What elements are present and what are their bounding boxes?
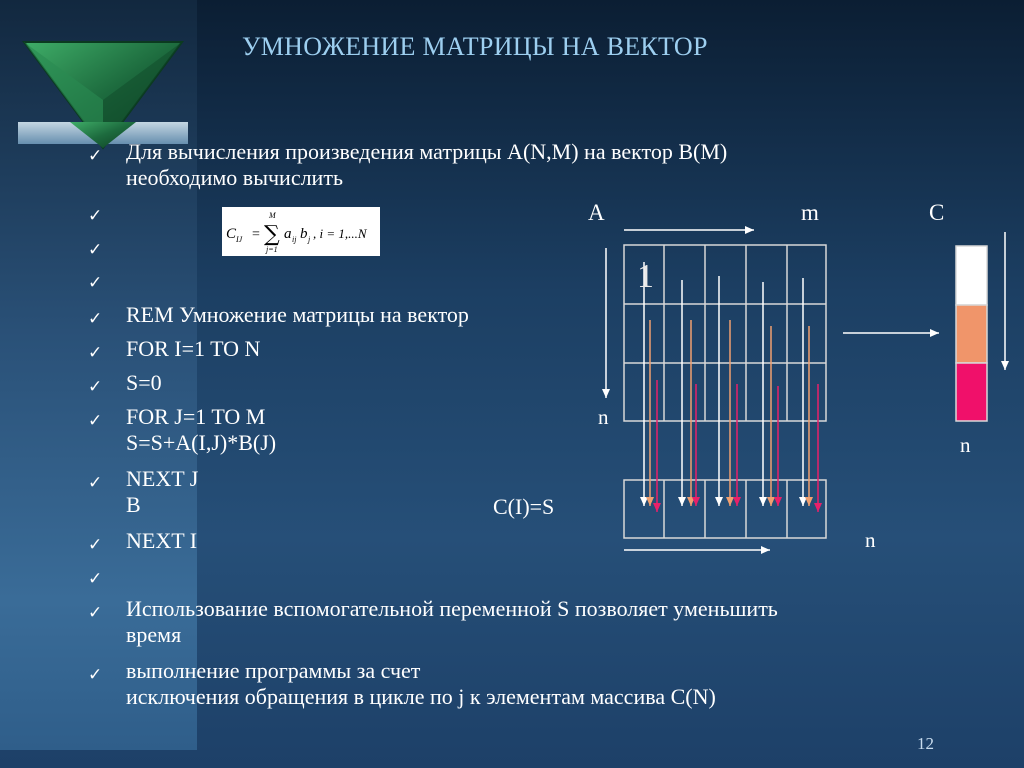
pink-column-arrows	[657, 380, 818, 512]
orange-column-arrows	[650, 320, 809, 506]
bullet-icon: ✓	[88, 206, 103, 226]
bullet-text-s0: S=0	[126, 370, 162, 395]
bullet-text-for-i: FOR I=1 TO N	[126, 336, 261, 361]
bullet-text-rem: REM Умножение матрицы на вектор	[126, 302, 469, 327]
bullet-text-next-i: NEXT I	[126, 528, 198, 553]
bullet-line: FOR J=1 TO M	[126, 404, 266, 429]
label-matrix-a: A	[588, 200, 605, 225]
formula-lhs-sub: IJ	[236, 235, 243, 244]
label-n-vector-b: n	[865, 528, 876, 552]
formula-lhs: C	[226, 226, 237, 242]
sigma-icon: ∑	[264, 222, 280, 247]
bullet-icon: ✓	[88, 535, 103, 555]
bullet-line: Для вычисления произведения матрицы A(N,M) на вектор B(M)	[126, 139, 728, 164]
bullet-line: исключения обращения в цикле по j к элементам массива C(N)	[126, 684, 716, 709]
bullet-icon: ✓	[88, 309, 103, 329]
page-number: 12	[917, 734, 934, 753]
label-m: m	[801, 200, 819, 225]
label-ci-equals-s: C(I)=S	[493, 494, 555, 519]
bullet-icon: ✓	[88, 473, 103, 493]
vector-c	[956, 246, 987, 421]
label-n-matrix: n	[598, 405, 609, 429]
bullet-icon: ✓	[88, 146, 103, 166]
bullet-icon: ✓	[88, 603, 103, 623]
bullet-line: S=S+A(I,J)*B(J)	[126, 430, 277, 455]
formula-rest: , i = 1,...N	[313, 226, 367, 241]
formula-term-a: a	[284, 226, 292, 242]
bullet-icon: ✓	[88, 665, 103, 685]
formula-sum-bottom: j=1	[266, 245, 278, 254]
formula-term-b: b	[300, 226, 308, 242]
slide-title: УМНОЖЕНИЕ МАТРИЦЫ НА ВЕКТОР	[242, 32, 708, 61]
bullet-icon: ✓	[88, 569, 103, 589]
vector-b-grid	[624, 480, 826, 538]
label-vector-c: C	[929, 200, 945, 225]
bullet-icon: ✓	[88, 343, 103, 363]
bullet-line: NEXT J	[126, 466, 199, 491]
formula-term-a-sub: ij	[292, 235, 297, 244]
label-one: 1	[637, 258, 654, 295]
formula-term-b-sub: j	[308, 235, 311, 244]
matrix-a-grid	[624, 245, 826, 421]
bullet-line: время	[126, 622, 182, 647]
bullet-line: B	[126, 492, 141, 517]
bullet-icon: ✓	[88, 240, 103, 260]
label-n-vector-c: n	[960, 433, 971, 457]
formula-eq: =	[252, 227, 260, 242]
bullet-line: выполнение программы за счет	[126, 658, 421, 683]
white-column-arrows	[644, 262, 803, 506]
formula-sum-top: M	[269, 211, 276, 220]
bullet-icon: ✓	[88, 377, 103, 397]
bullet-line: Использование вспомогательной переменной S позволяет уменьшить	[126, 596, 778, 621]
bullet-icon: ✓	[88, 411, 103, 431]
bullet-icon: ✓	[88, 273, 103, 293]
bullet-line: необходимо вычислить	[126, 165, 343, 190]
